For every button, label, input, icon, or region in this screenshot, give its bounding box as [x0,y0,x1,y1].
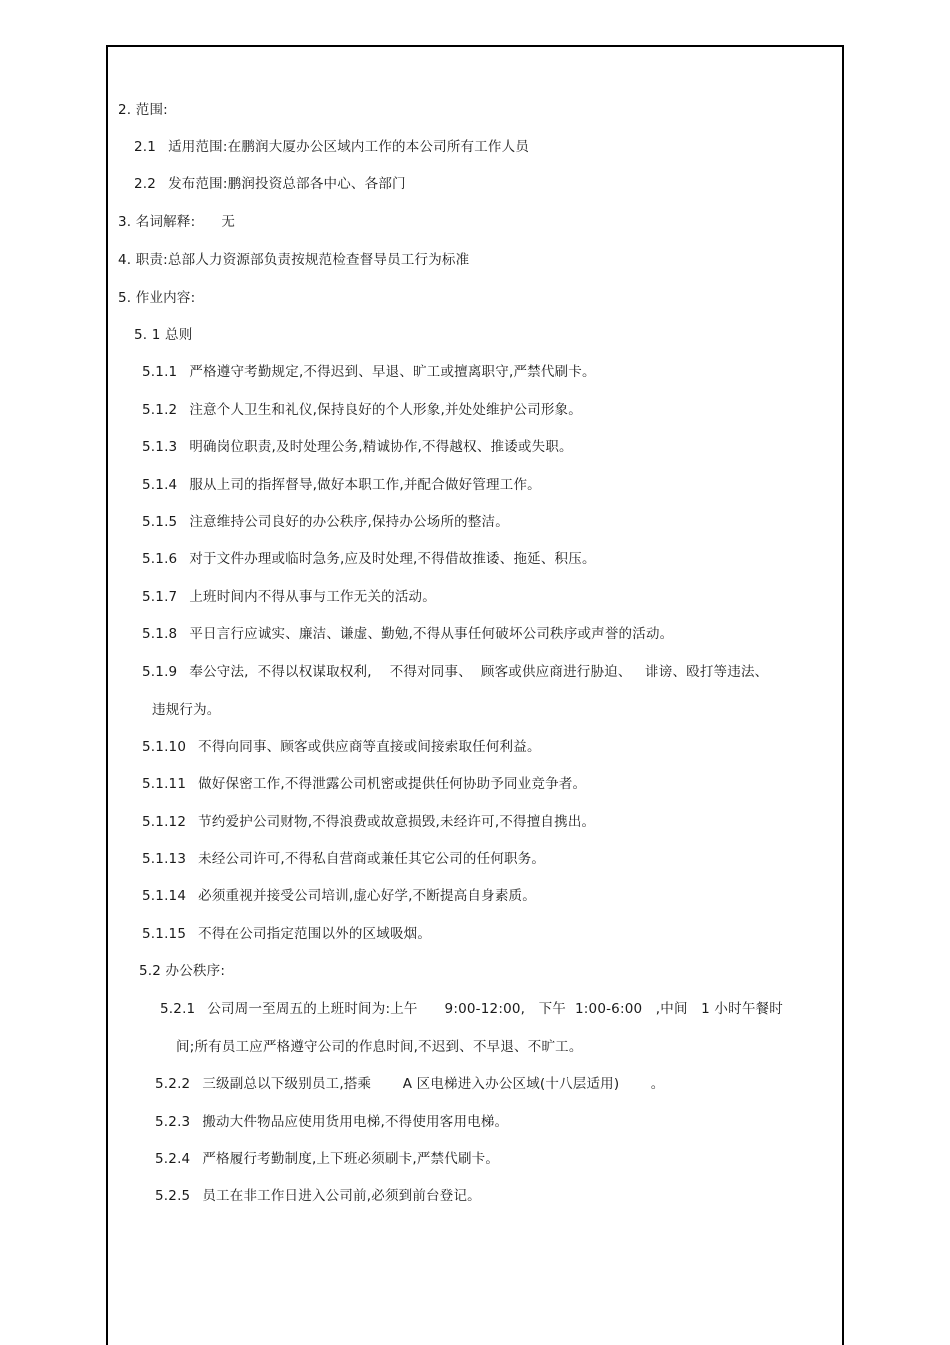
section-3-value: 无 [221,214,236,230]
item-text: 注意个人卫生和礼仪,保持良好的个人形象,并处处维护公司形象。 [189,402,582,418]
section-4-title: 4. 职责:总部人力资源部负责按规范检查督导员工行为标准 [118,252,470,268]
item-number: 5.1.8 [142,626,178,642]
item-number: 5.1.5 [142,514,178,530]
item-text: 服从上司的指挥督导,做好本职工作,并配合做好管理工作。 [189,477,541,493]
item-text: 员工在非工作日进入公司前,必须到前台登记。 [202,1188,481,1204]
section-5-2-title: 5.2 办公秩序: [139,963,226,979]
item-number: 5.2.1 [160,1001,196,1017]
item-text: 明确岗位职责,及时处理公务,精诚协作,不得越权、推诿或失职。 [189,439,573,455]
section-2-1 [134,138,529,156]
item-number: 5.1.4 [142,477,178,493]
item-text: 严格履行考勤制度,上下班必须刷卡,严禁代刷卡。 [202,1151,500,1167]
item-number: 5.1.1 [142,364,178,380]
item-text: 公司周一至周五的上班时间为:上午 9:00-12:00, 下午 1:00-6:00 ,中间 1 小时午餐时 [207,1001,783,1017]
item-number: 5.1.7 [142,589,178,605]
list-item [142,438,573,456]
item-text: 未经公司许可,不得私自营商或兼任其它公司的任何职务。 [198,851,546,867]
section-2-2-number: 2.2 [134,176,157,192]
item-number: 5.1.15 [142,926,187,942]
section-5-1-title: 5. 1 总则 [134,327,193,343]
item-text: 注意维持公司良好的办公秩序,保持办公场所的整洁。 [189,514,509,530]
item-number: 5.1.13 [142,851,187,867]
list-item [142,625,673,643]
item-number: 5.2.3 [155,1114,191,1130]
item-text: 不得在公司指定范围以外的区域吸烟。 [198,926,432,942]
item-number: 5.1.10 [142,739,187,755]
item-number: 5.1.11 [142,776,187,792]
list-item [142,775,586,793]
item-number: 5.2.2 [155,1076,191,1092]
list-item [142,663,768,681]
item-text: 奉公守法, 不得以权谋取权利, 不得对同事、 顾客或供应商进行胁迫、 诽谤、殴打等违法、 [189,664,769,680]
item-text: 做好保密工作,不得泄露公司机密或提供任何协助予同业竞争者。 [198,776,587,792]
item-text: 上班时间内不得从事与工作无关的活动。 [189,589,436,605]
item-text: 节约爱护公司财物,不得浪费或故意损毁,未经许可,不得擅自携出。 [198,814,596,830]
list-item [142,588,436,606]
list-item-continuation: 违规行为。 [152,702,221,718]
item-text: 必须重视并接受公司培训,虚心好学,不断提高自身素质。 [198,888,536,904]
item-number: 5.1.6 [142,551,178,567]
list-item [142,550,596,568]
list-item [155,1113,508,1131]
section-2-1-number: 2.1 [134,139,157,155]
list-item [155,1150,499,1168]
list-item [142,850,545,868]
list-item [142,363,596,381]
section-2-2-text: 发布范围:鹏润投资总部各中心、各部门 [168,176,406,192]
item-number: 5.1.14 [142,888,187,904]
item-text: 不得向同事、顾客或供应商等直接或间接索取任何利益。 [198,739,541,755]
item-number: 5.1.3 [142,439,178,455]
list-item-continuation: 间;所有员工应严格遵守公司的作息时间,不迟到、不早退、不旷工。 [176,1039,583,1055]
section-3-title: 3. 名词解释: [118,214,196,230]
list-item [160,1000,783,1018]
list-item [142,513,509,531]
section-2-2 [134,175,406,193]
list-item [142,813,595,831]
list-item [142,401,582,419]
item-number: 5.1.9 [142,664,178,680]
section-3 [118,213,235,231]
list-item [142,925,431,943]
item-text: 对于文件办理或临时急务,应及时处理,不得借故推诿、拖延、积压。 [189,551,596,567]
section-5-title: 5. 作业内容: [118,290,196,306]
item-number: 5.2.5 [155,1188,191,1204]
item-number: 5.2.4 [155,1151,191,1167]
list-item [142,887,536,905]
list-item [142,738,541,756]
item-number: 5.1.12 [142,814,187,830]
item-number: 5.1.2 [142,402,178,418]
item-text: 平日言行应诚实、廉洁、谦虚、勤勉,不得从事任何破坏公司秩序或声誉的活动。 [189,626,674,642]
list-item [155,1075,665,1093]
list-item [142,476,541,494]
list-item [155,1187,481,1205]
item-text: 严格遵守考勤规定,不得迟到、早退、旷工或擅离职守,严禁代刷卡。 [189,364,596,380]
section-2-1-text: 适用范围:在鹏润大厦办公区域内工作的本公司所有工作人员 [168,139,530,155]
section-2-title: 2. 范围: [118,102,168,118]
item-text: 搬动大件物品应使用货用电梯,不得使用客用电梯。 [202,1114,509,1130]
item-text: 三级副总以下级别员工,搭乘 A 区电梯进入办公区域(十八层适用) 。 [202,1076,665,1092]
